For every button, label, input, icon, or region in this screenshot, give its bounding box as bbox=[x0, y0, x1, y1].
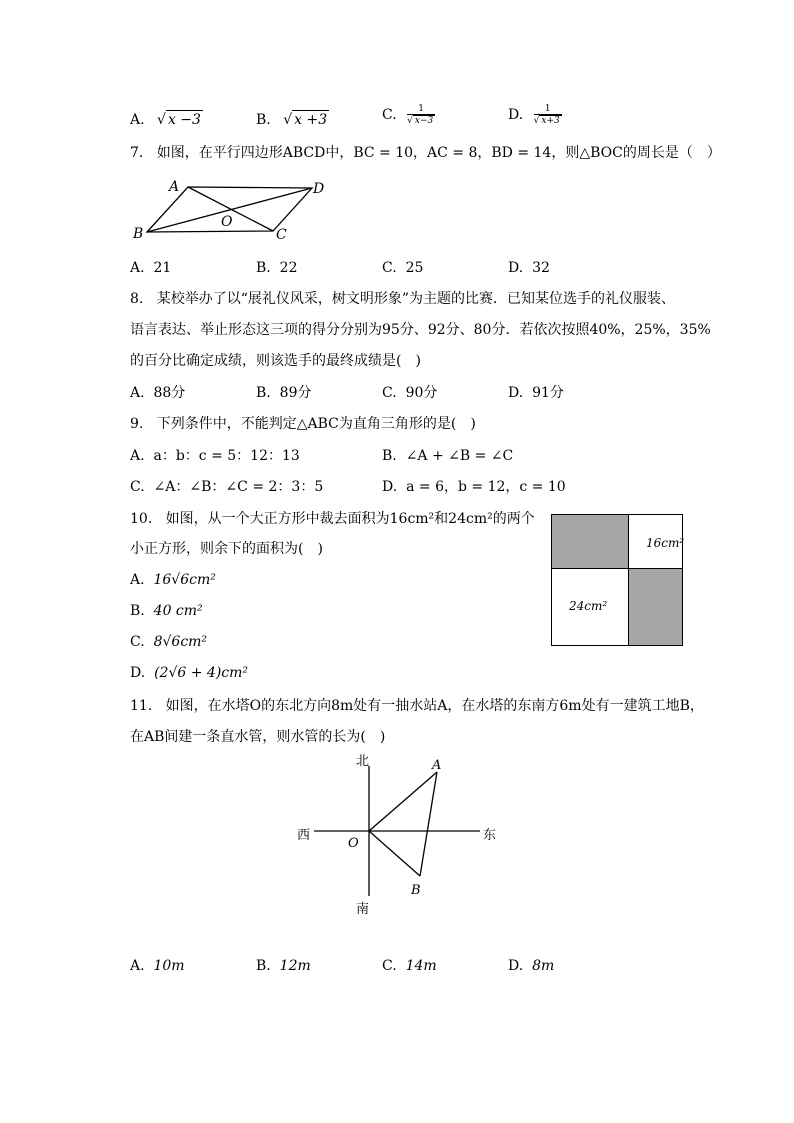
radicand: x −3 bbox=[167, 112, 201, 128]
q9-option-a bbox=[130, 447, 300, 465]
label-16cm2: 16cm² bbox=[646, 536, 684, 550]
option-letter: A. bbox=[130, 385, 145, 401]
q10-square-figure bbox=[551, 514, 684, 647]
option-letter: A. bbox=[130, 448, 145, 464]
option-value: (2√6 + 4)cm² bbox=[154, 665, 249, 681]
option-letter: C. bbox=[130, 479, 145, 495]
q9-option-c bbox=[130, 478, 323, 496]
numerator: 1 bbox=[534, 104, 562, 115]
q8-option-d bbox=[508, 384, 564, 402]
denominator bbox=[534, 115, 562, 126]
option-letter: B. bbox=[130, 603, 145, 619]
label-north: 北 bbox=[356, 754, 370, 769]
q11-option-c bbox=[382, 957, 437, 975]
fraction bbox=[407, 104, 435, 126]
option-value: ∠A：∠B：∠C = 2：3：5 bbox=[153, 479, 324, 495]
sqrt-sign: √ bbox=[157, 112, 166, 128]
option-letter: C. bbox=[382, 260, 397, 276]
option-letter: B. bbox=[256, 958, 271, 974]
label-west: 西 bbox=[297, 828, 311, 843]
q10-option-c bbox=[130, 633, 207, 651]
q8-option-c bbox=[382, 384, 437, 402]
option-value: 21 bbox=[153, 260, 172, 276]
option-letter: D. bbox=[130, 665, 146, 681]
label-o: O bbox=[348, 836, 359, 851]
option-letter: D. bbox=[508, 260, 524, 276]
denominator bbox=[407, 115, 435, 126]
option-letter: A. bbox=[130, 112, 145, 128]
question-text: 如图，在平行四边形ABCD中，BC = 10，AC = 8，BD = 14，则△BOC的周长是（ ） bbox=[156, 145, 721, 161]
q8-option-b bbox=[256, 384, 311, 402]
label-east: 东 bbox=[483, 828, 497, 843]
q11-option-d bbox=[508, 957, 554, 975]
question-text: 某校举办了以“展礼仪风采，树文明形象”为主题的比赛．已知某位选手的礼仪服装、 bbox=[156, 291, 676, 307]
option-letter: B. bbox=[382, 448, 397, 464]
option-letter: C. bbox=[382, 385, 397, 401]
q10-option-a bbox=[130, 571, 216, 589]
option-letter: D. bbox=[508, 958, 524, 974]
option-letter: A. bbox=[130, 572, 145, 588]
q8-option-a bbox=[130, 384, 185, 402]
label-b: B bbox=[133, 226, 144, 242]
option-value: 88分 bbox=[153, 385, 186, 401]
q7-parallelogram-figure bbox=[125, 175, 340, 245]
sqrt-sign: √ bbox=[283, 112, 293, 128]
question-text: 如图，在水塔O的东北方向8m处有一抽水站A，在水塔的东南方6m处有一建筑工地B， bbox=[165, 698, 704, 714]
q11-stem-line2: 在AB间建一条直水管，则水管的长为( ) bbox=[130, 729, 386, 745]
radicand: x+3 bbox=[541, 116, 560, 126]
label-c: C bbox=[276, 227, 287, 243]
radicand: x−3 bbox=[414, 116, 434, 126]
q9-option-b bbox=[382, 447, 513, 465]
q11-option-a bbox=[130, 957, 185, 975]
q11-compass-figure bbox=[290, 750, 510, 920]
q10-stem-line1 bbox=[130, 510, 535, 528]
option-value: 12m bbox=[279, 958, 311, 974]
option-value: 8√6cm² bbox=[153, 634, 208, 650]
option-letter: D. bbox=[508, 385, 524, 401]
q8-stem-line2: 语言表达、举止形态这三项的得分分别为95分、92分、80分．若依次按照40%，25%，35% bbox=[130, 322, 711, 338]
q8-stem-line1 bbox=[130, 290, 675, 308]
numerator: 1 bbox=[407, 104, 435, 115]
option-letter: A. bbox=[130, 958, 145, 974]
label-d: D bbox=[313, 181, 325, 197]
option-letter: B. bbox=[256, 112, 271, 128]
option-value: 25 bbox=[405, 260, 424, 276]
q7-option-b bbox=[256, 259, 297, 277]
q8-stem-line3: 的百分比确定成绩，则该选手的最终成绩是( ) bbox=[130, 353, 421, 369]
q7-option-a bbox=[130, 259, 171, 277]
option-value: 89分 bbox=[279, 385, 312, 401]
option-value: 22 bbox=[279, 260, 298, 276]
q7-option-c bbox=[382, 259, 423, 277]
q10-option-d bbox=[130, 664, 248, 682]
sqrt-sign: √ bbox=[533, 116, 540, 126]
label-a: A bbox=[432, 758, 442, 773]
q11-stem-line1 bbox=[130, 697, 704, 715]
option-letter: C. bbox=[382, 958, 397, 974]
label-24cm2: 24cm² bbox=[569, 599, 608, 613]
option-value: a = 6，b = 12，c = 10 bbox=[406, 479, 566, 495]
q11-option-b bbox=[256, 957, 311, 975]
question-number: 9. bbox=[130, 416, 144, 432]
q9-stem bbox=[130, 415, 476, 433]
question-number: 7. bbox=[130, 145, 144, 161]
sqrt-sign: √ bbox=[407, 116, 413, 126]
segment-ob bbox=[369, 831, 420, 876]
option-value: 90分 bbox=[405, 385, 438, 401]
option-value: 16√6cm² bbox=[153, 572, 216, 588]
q7-option-d bbox=[508, 259, 550, 277]
question-number: 11. bbox=[130, 698, 153, 714]
option-letter: B. bbox=[256, 260, 271, 276]
question-text: 如图，从一个大正方形中裁去面积为16cm²和24cm²的两个 bbox=[165, 511, 535, 527]
q6-option-a bbox=[130, 110, 203, 129]
question-text: 下列条件中，不能判定△ABC为直角三角形的是( ) bbox=[156, 416, 476, 432]
q6-option-c bbox=[382, 104, 435, 126]
cut-region-top-left bbox=[552, 515, 629, 569]
segment-ab bbox=[420, 772, 437, 876]
option-value: 14m bbox=[405, 958, 437, 974]
option-letter: C. bbox=[130, 634, 145, 650]
question-number: 10. bbox=[130, 511, 153, 527]
label-o: O bbox=[221, 214, 233, 230]
option-value: ∠A + ∠B = ∠C bbox=[405, 448, 514, 464]
question-number: 8. bbox=[130, 291, 144, 307]
option-value: a：b：c = 5：12：13 bbox=[153, 448, 300, 464]
option-value: 40 cm² bbox=[153, 603, 203, 619]
option-value: 8m bbox=[532, 958, 555, 974]
cut-region-bottom-right bbox=[629, 569, 683, 646]
radicand: x +3 bbox=[294, 112, 328, 128]
option-letter: D. bbox=[382, 479, 398, 495]
option-value: 32 bbox=[532, 260, 550, 276]
label-a: A bbox=[169, 179, 180, 195]
q10-stem-line2: 小正方形，则余下的面积为( ) bbox=[130, 541, 323, 557]
option-letter: D. bbox=[508, 107, 524, 123]
q9-option-d bbox=[382, 478, 566, 496]
segment-oa bbox=[369, 772, 437, 831]
q6-option-b bbox=[256, 110, 329, 129]
option-letter: C. bbox=[382, 107, 397, 123]
option-letter: B. bbox=[256, 385, 271, 401]
q10-option-b bbox=[130, 602, 203, 620]
option-letter: A. bbox=[130, 260, 145, 276]
q6-option-d bbox=[508, 104, 562, 126]
option-value: 10m bbox=[153, 958, 185, 974]
option-value: 91分 bbox=[532, 385, 564, 401]
q7-stem bbox=[130, 144, 721, 162]
label-south: 南 bbox=[356, 902, 370, 917]
fraction bbox=[534, 104, 562, 126]
label-b: B bbox=[411, 883, 421, 898]
